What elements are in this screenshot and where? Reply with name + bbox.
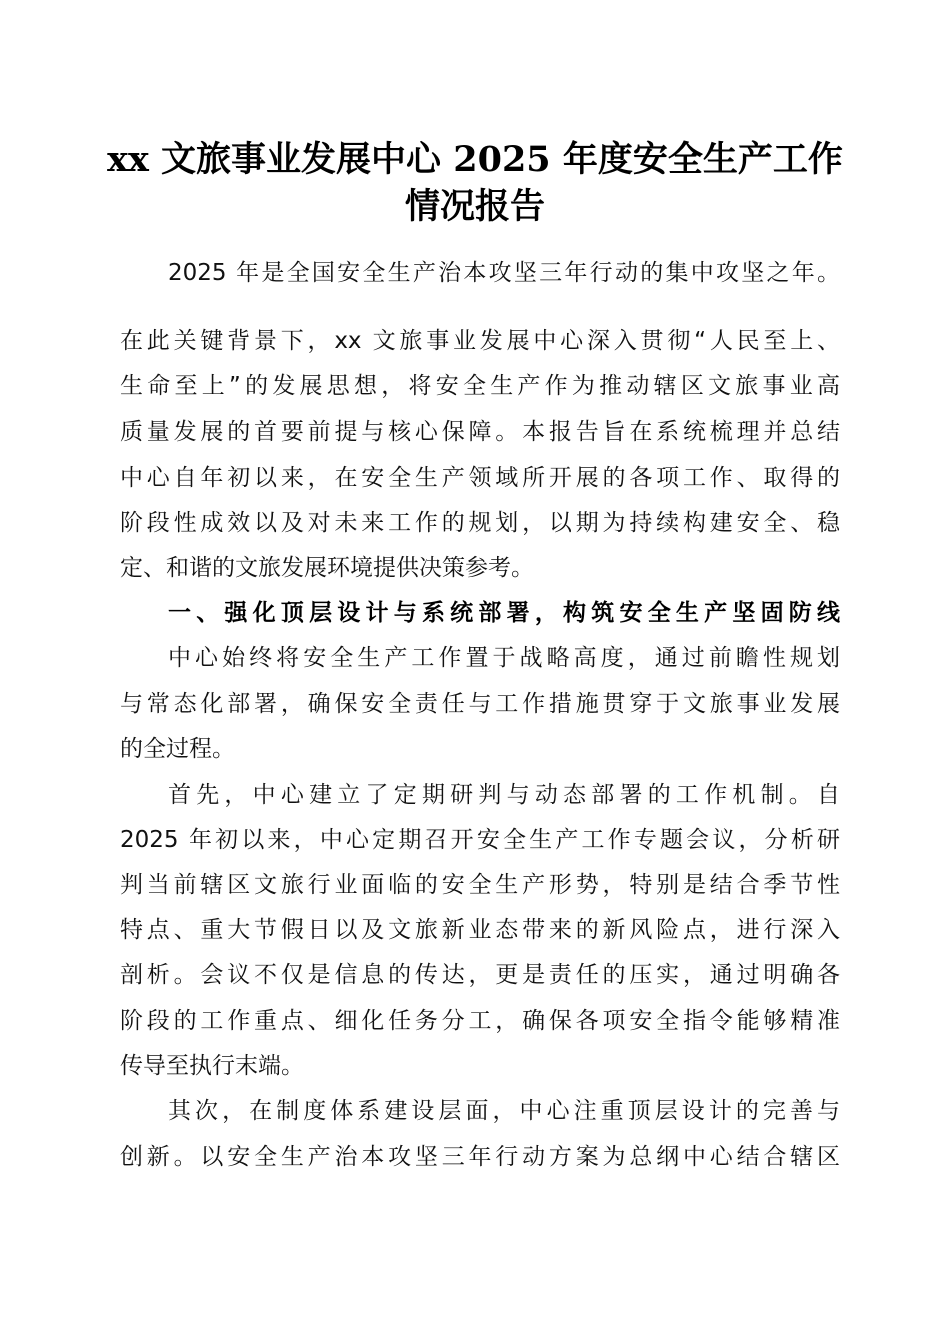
document-title-line-1: xx 文旅事业发展中心 2025 年度安全生产工作: [107, 139, 843, 180]
paragraph-line: 创新。以安全生产治本攻坚三年行动方案为总纲中心结合辖区: [120, 1144, 840, 1170]
paragraph-line: 2025 年是全国安全生产治本攻坚三年行动的集中攻坚之年。: [168, 260, 840, 286]
paragraph-line: 首先，中心建立了定期研判与动态部署的工作机制。自: [168, 782, 840, 808]
paragraph-line: 生命至上”的发展思想，将安全生产作为推动辖区文旅事业高: [120, 373, 840, 399]
paragraph-line: 判当前辖区文旅行业面临的安全生产形势，特别是结合季节性: [120, 872, 840, 898]
paragraph-line: 阶段的工作重点、细化任务分工，确保各项安全指令能够精准: [120, 1008, 840, 1034]
paragraph-line: 其次，在制度体系建设层面，中心注重顶层设计的完善与: [168, 1098, 840, 1124]
section-heading-1: 一、强化顶层设计与系统部署，构筑安全生产坚固防线: [168, 600, 840, 626]
paragraph-line: 阶段性成效以及对未来工作的规划，以期为持续构建安全、稳: [120, 510, 840, 536]
paragraph-line: 的全过程。: [120, 736, 235, 762]
paragraph-line: 与常态化部署，确保安全责任与工作措施贯穿于文旅事业发展: [120, 691, 840, 717]
paragraph-line: 在此关键背景下，xx 文旅事业发展中心深入贯彻“人民至上、: [120, 328, 840, 354]
paragraph-line: 中心始终将安全生产工作置于战略高度，通过前瞻性规划: [168, 645, 840, 671]
paragraph-line: 特点、重大节假日以及文旅新业态带来的新风险点，进行深入: [120, 917, 840, 943]
paragraph-line: 传导至执行末端。: [120, 1053, 304, 1079]
paragraph-line: 剖析。会议不仅是信息的传达，更是责任的压实，通过明确各: [120, 962, 840, 988]
document-title-line-2: 情况报告: [404, 186, 545, 227]
paragraph-line: 中心自年初以来，在安全生产领域所开展的各项工作、取得的: [120, 465, 840, 491]
paragraph-line: 2025 年初以来，中心定期召开安全生产工作专题会议，分析研: [120, 827, 840, 853]
paragraph-line: 质量发展的首要前提与核心保障。本报告旨在系统梳理并总结: [120, 419, 840, 445]
paragraph-line: 定、和谐的文旅发展环境提供决策参考。: [120, 555, 534, 581]
